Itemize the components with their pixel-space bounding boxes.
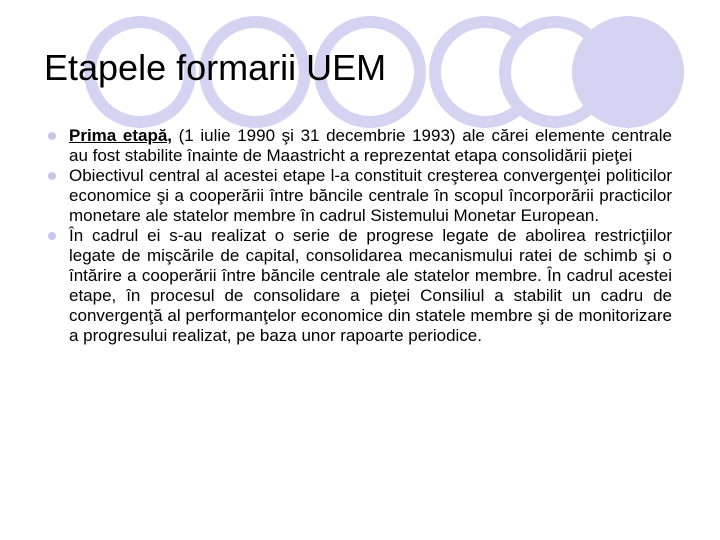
bullet-dot-icon xyxy=(48,172,56,180)
bullet-text: Obiectivul central al acestei etape l-a constituit creşterea convergenţei politicilor economice şi a cooperării între băncile centrale în scopul încorporării practicilor monetare ale statelor membre în cadrul Sistemului Monetar European. xyxy=(69,166,672,225)
bullet-item xyxy=(48,126,672,166)
bullet-dot-icon xyxy=(48,232,56,240)
slide-title: Etapele formarii UEM xyxy=(44,47,387,88)
bullet-item xyxy=(48,226,672,346)
bullet-list xyxy=(48,126,672,346)
deco-circle xyxy=(572,16,684,128)
bullet-lead: Prima etapă, xyxy=(69,126,173,145)
bullet-dot-icon xyxy=(48,132,56,140)
bullet-text: (1 iulie 1990 şi 31 decembrie 1993) ale cărei elemente centrale au fost stabilite înainte de Maastricht a reprezentat etapa consolidării pieţei xyxy=(69,126,672,165)
bullet-text: În cadrul ei s-au realizat o serie de progrese legate de abolirea restricţiilor legate de mişcările de capital, consolidarea mecanismului ratei de schimb şi o întărire a cooperării între băncile centrale ale statelor membre. În cadrul acestei etape, în procesul de consolidare a pieţei Consiliul a stabilit un cadru de convergenţă al performanţelor economice din statele membre şi de monitorizare a progresului realizat, pe baza unor rapoarte periodice. xyxy=(69,226,672,345)
bullet-item xyxy=(48,166,672,226)
